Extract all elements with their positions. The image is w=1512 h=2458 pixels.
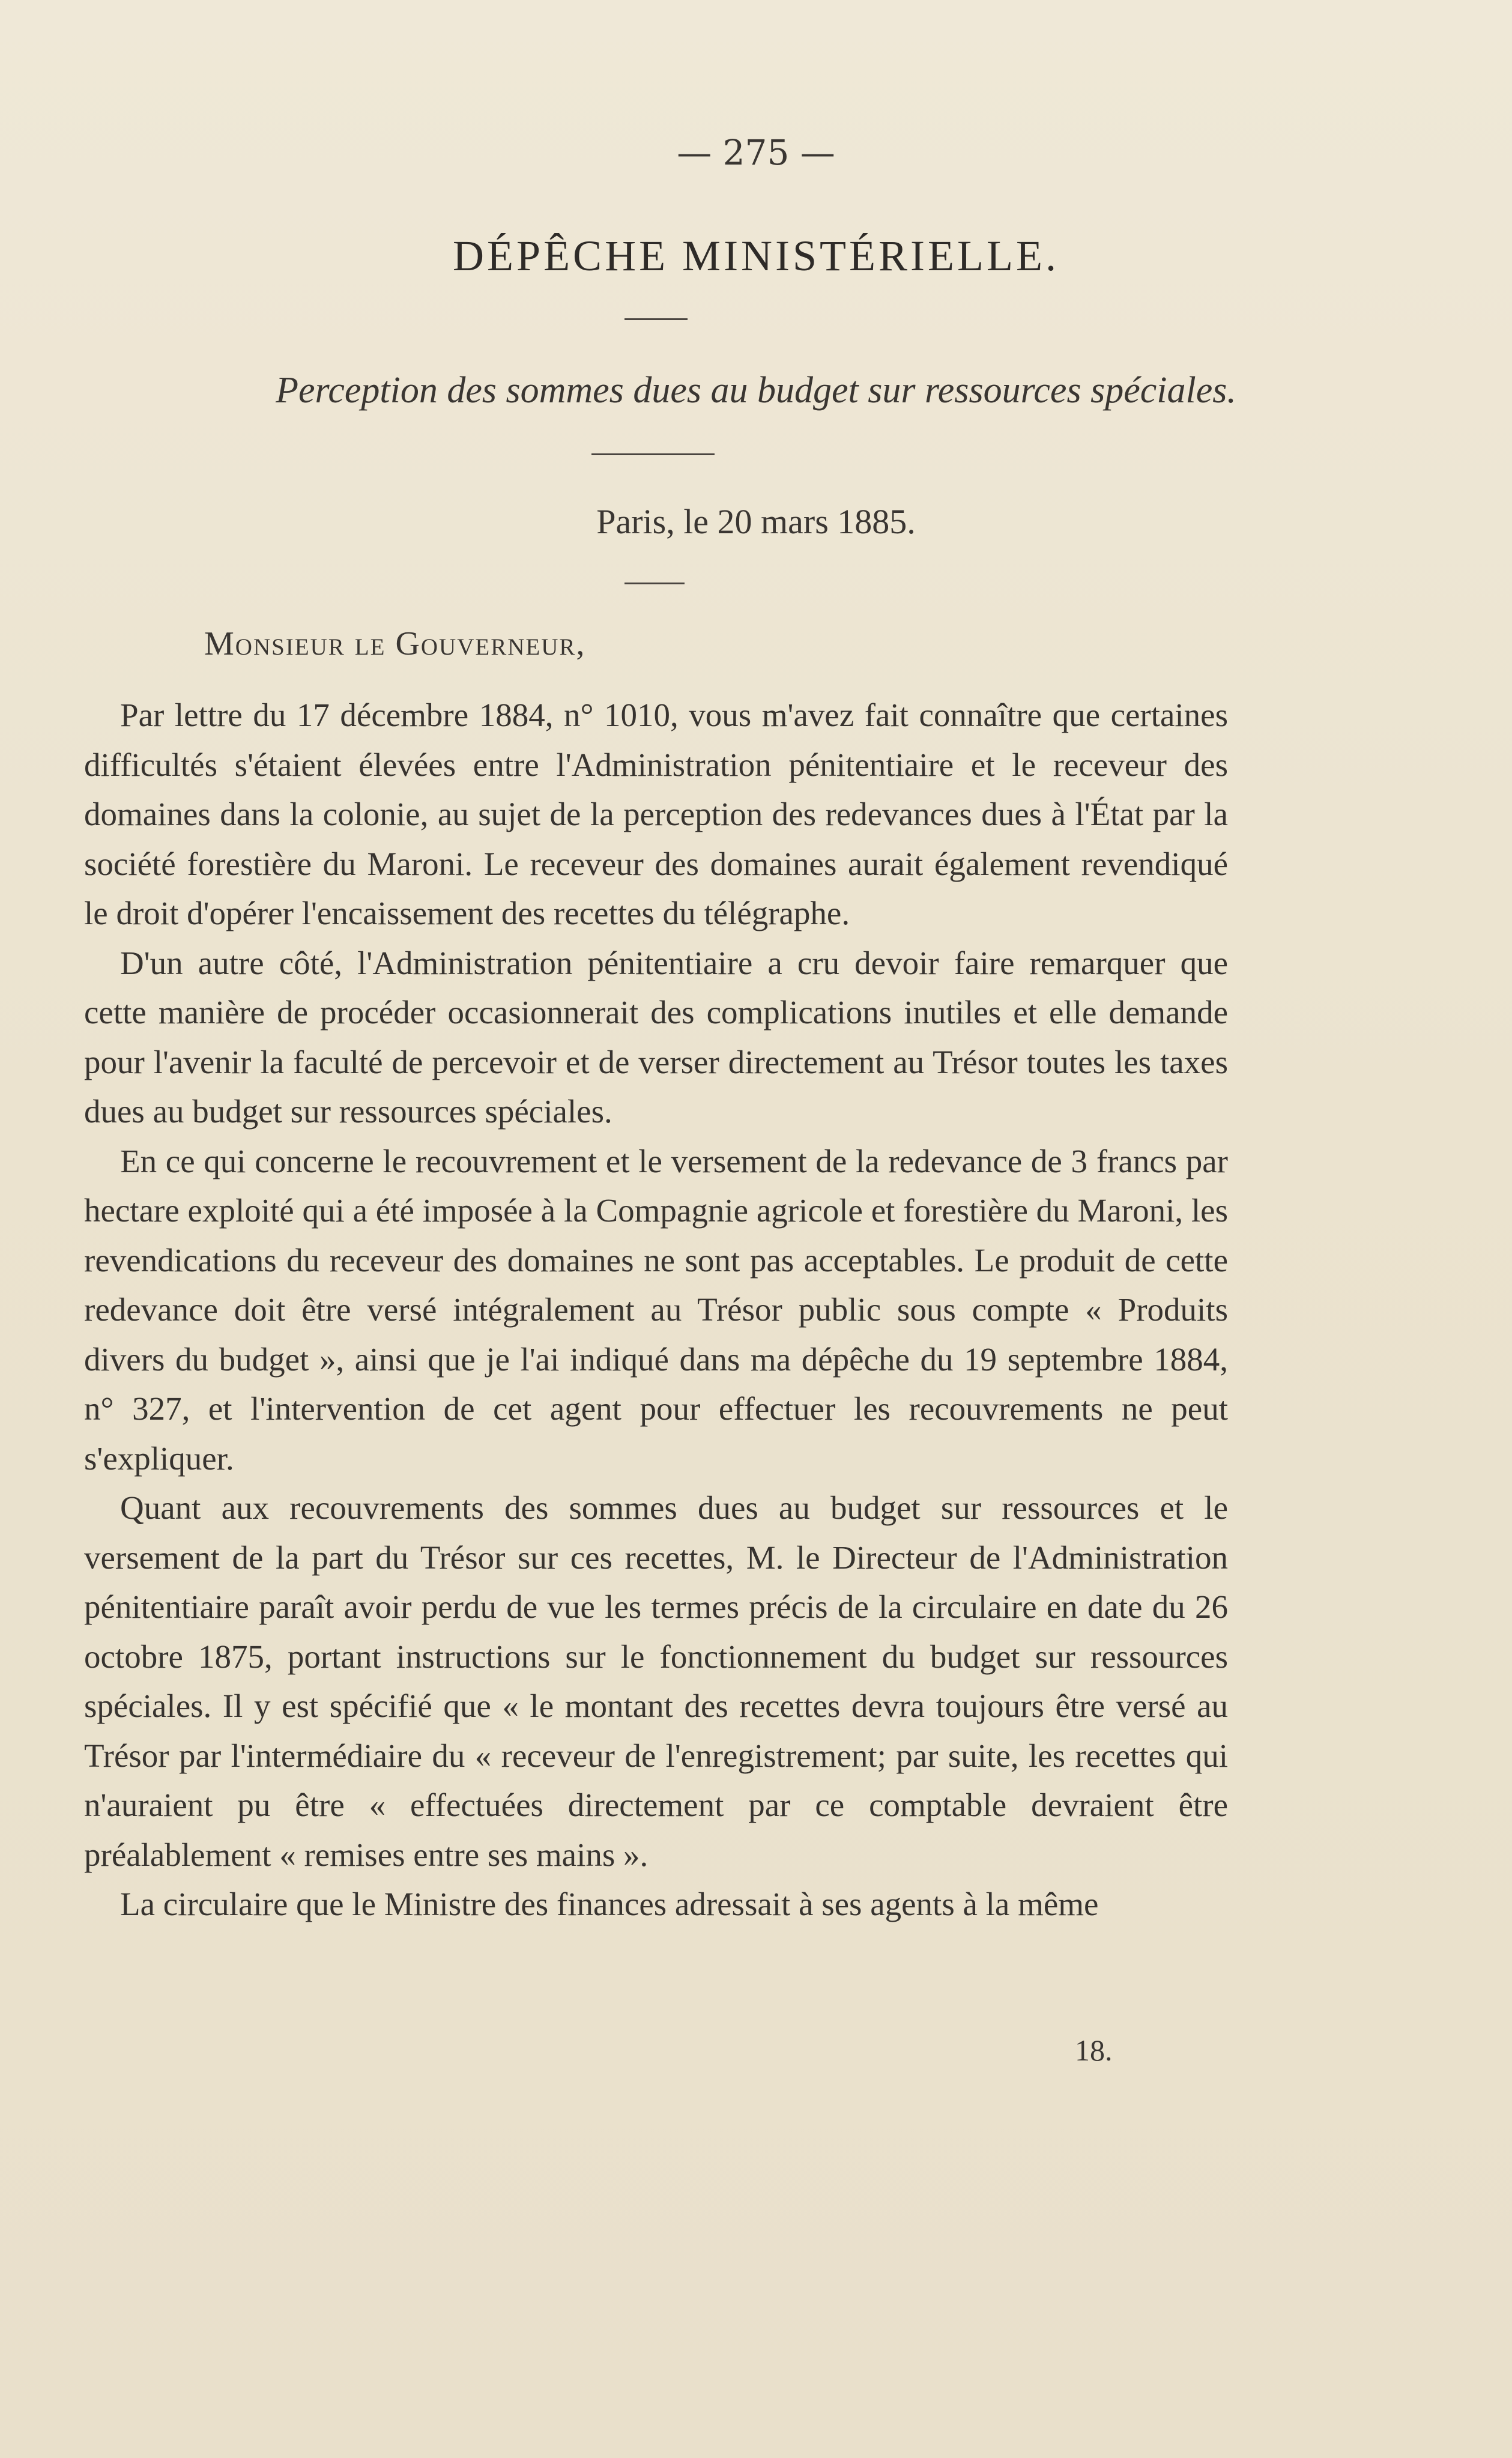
paragraph: La circulaire que le Ministre des finances adressait à ses agents à la même <box>120 1886 1099 1922</box>
salutation: Monsieur le Gouverneur, <box>204 625 586 662</box>
dateline: Paris, le 20 mars 1885. <box>596 502 916 541</box>
body-text <box>84 691 1228 1930</box>
page-number: — 275 — <box>677 132 835 173</box>
document-heading: DÉPÊCHE MINISTÉRIELLE. <box>453 232 1059 280</box>
paragraph: En ce qui concerne le recouvrement et le versement de la redevance de 3 francs par hectare exploité qui a été imposée à la Compagnie agricole et forestière du Maroni, les revendications du receveur des domaines ne sont pas acceptables. Le produit de cette redevance doit être versé intégralement au Trésor public sous compte « Produits divers du budget », ainsi que je l'ai indiqué dans ma dépêche du 19 septembre 1884, n° 327, et l'intervention de cet agent pour effectuer les recouvrements ne peut s'expliquer. <box>84 1142 1228 1477</box>
document-subtitle: Perception des sommes dues au budget sur ressources spéciales. <box>276 370 1236 411</box>
signature-mark: 18. <box>1075 2033 1113 2067</box>
divider-rule <box>624 583 685 584</box>
paragraph: D'un autre côté, l'Administration pénitentiaire a cru devoir faire remarquer que cette manière de procéder occasionnerait des complications inutiles et elle demande pour l'avenir la faculté de percevoir et de verser directement au Trésor toutes les taxes dues au budget sur ressources spéciales. <box>84 944 1228 1130</box>
divider-rule <box>624 318 688 320</box>
paragraph: Quant aux recouvrements des sommes dues au budget sur ressources et le versement de la part du Trésor sur ces recettes, M. le Directeur de l'Administration pénitentiaire paraît avoir perdu de vue les termes précis de la circulaire en date du 26 octobre 1875, portant instructions sur le fonctionnement du budget sur ressources spéciales. Il y est spécifié que « le montant des recettes devra toujours être versé au Trésor par l'intermédiaire du « receveur de l'enregistrement; par suite, les recettes qui n'auraient pu être « effectuées directement par ce comptable devraient être préalablement « remises entre ses mains ». <box>84 1489 1228 1873</box>
divider-rule <box>591 453 715 455</box>
paragraph: Par lettre du 17 décembre 1884, n° 1010, vous m'avez fait connaître que certaines difficultés s'étaient élevées entre l'Administration pénitentiaire et le receveur des domaines dans la colonie, au sujet de la perception des redevances dues à l'État par la société forestière du Maroni. Le receveur des domaines aurait également revendiqué le droit d'opérer l'encaissement des recettes du télégraphe. <box>84 697 1228 931</box>
